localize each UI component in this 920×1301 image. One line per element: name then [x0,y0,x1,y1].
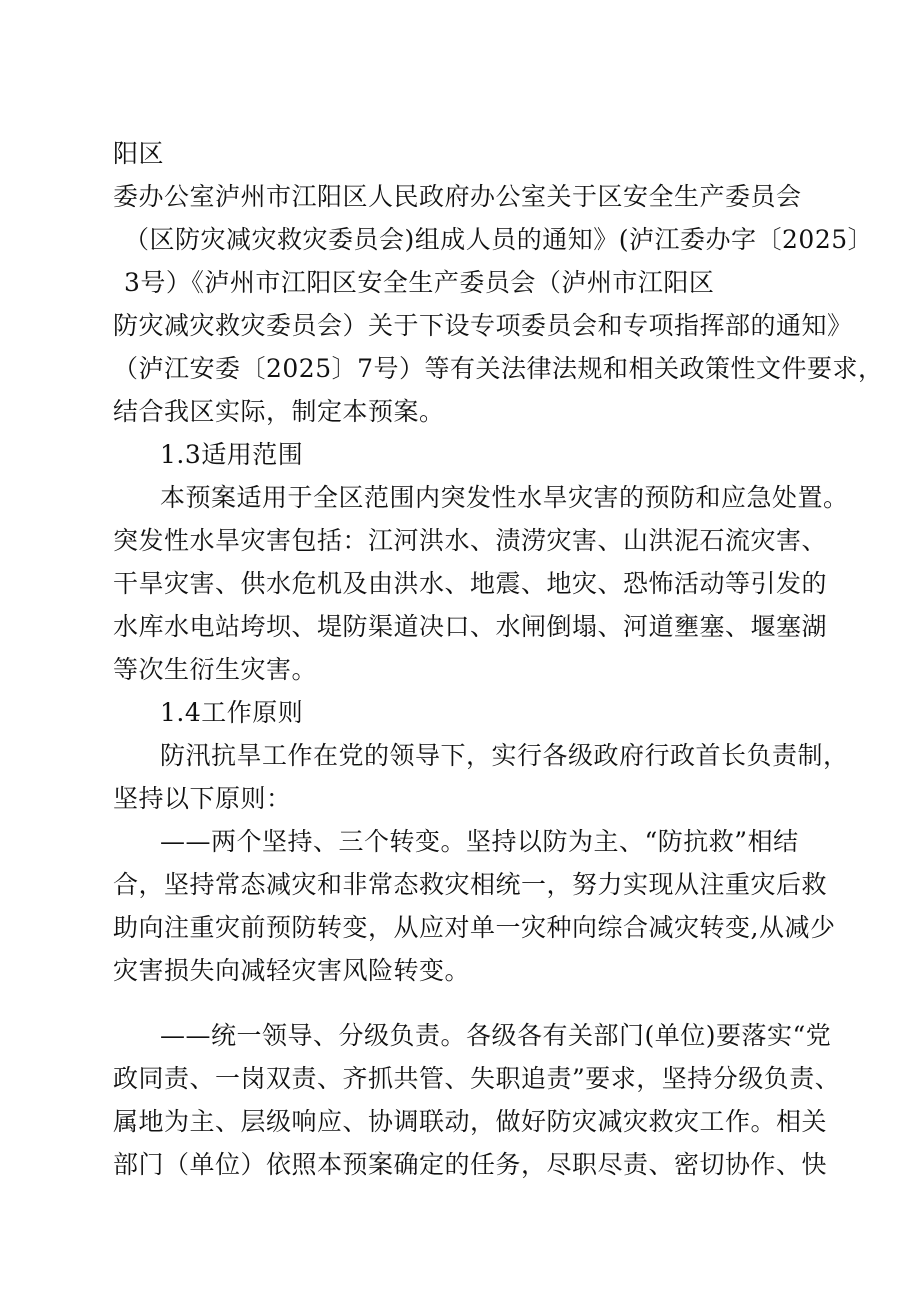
text-line: 突发性水旱灾害包括：江河洪水、渍涝灾害、山洪泥石流灾害、 [113,526,828,555]
text-line: 部门（单位）依照本预案确定的任务，尽职尽责、密切协作、快 [113,1150,828,1179]
text-line: 灾害损失向减轻灾害风险转变。 [113,956,471,985]
text-line: 防灾减灾救灾委员会）关于下设专项委员会和专项指挥部的通知》 [113,311,853,340]
text-line: （泸江安委〔2025〕7号）等有关法律法规和相关政策性文件要求， [113,354,884,383]
text-line: 坚持以下原则： [113,784,292,813]
text-line: 政同责、一岗双责、齐抓共管、失职追责”要求，坚持分级负责、 [113,1064,841,1093]
text-line: 干旱灾害、供水危机及由洪水、地震、地灾、恐怖活动等引发的 [113,569,828,598]
text-line: ——统一领导、分级负责。各级各有关部门(单位)要落实“党 [160,1021,832,1050]
section-heading: 1.4工作原则 [160,698,304,727]
text-line: 等次生衍生灾害。 [113,655,318,684]
section-heading: 1.3适用范围 [160,440,304,469]
text-line: 属地为主、层级响应、协调联动，做好防灾减灾救灾工作。相关 [113,1107,828,1136]
text-line: ——两个坚持、三个转变。坚持以防为主、“防抗救”相结 [160,827,799,856]
text-line: 3号）《泸州市江阳区安全生产委员会（泸州市江阳区 [124,268,715,297]
text-line: 结合我区实际，制定本预案。 [113,397,445,426]
text-line: 水库水电站垮坝、堤防渠道决口、水闸倒塌、河道壅塞、堰塞湖 [113,612,828,641]
text-line: （区防灾减灾救灾委员会)组成人员的通知》(泸江委办字〔2025〕 [124,225,874,254]
text-line: 防汛抗旱工作在党的领导下，实行各级政府行政首长负责制， [160,741,849,770]
text-line: 助向注重灾前预防转变，从应对单一灾种向综合减灾转变,从减少 [113,913,836,942]
text-line: 阳区 [113,139,165,168]
text-line: 本预案适用于全区范围内突发性水旱灾害的预防和应急处置。 [160,483,849,512]
text-line: 委办公室泸州市江阳区人民政府办公室关于区安全生产委员会 [113,182,802,211]
text-line: 合，坚持常态减灾和非常态救灾相统一，努力实现从注重灾后救 [113,870,828,899]
